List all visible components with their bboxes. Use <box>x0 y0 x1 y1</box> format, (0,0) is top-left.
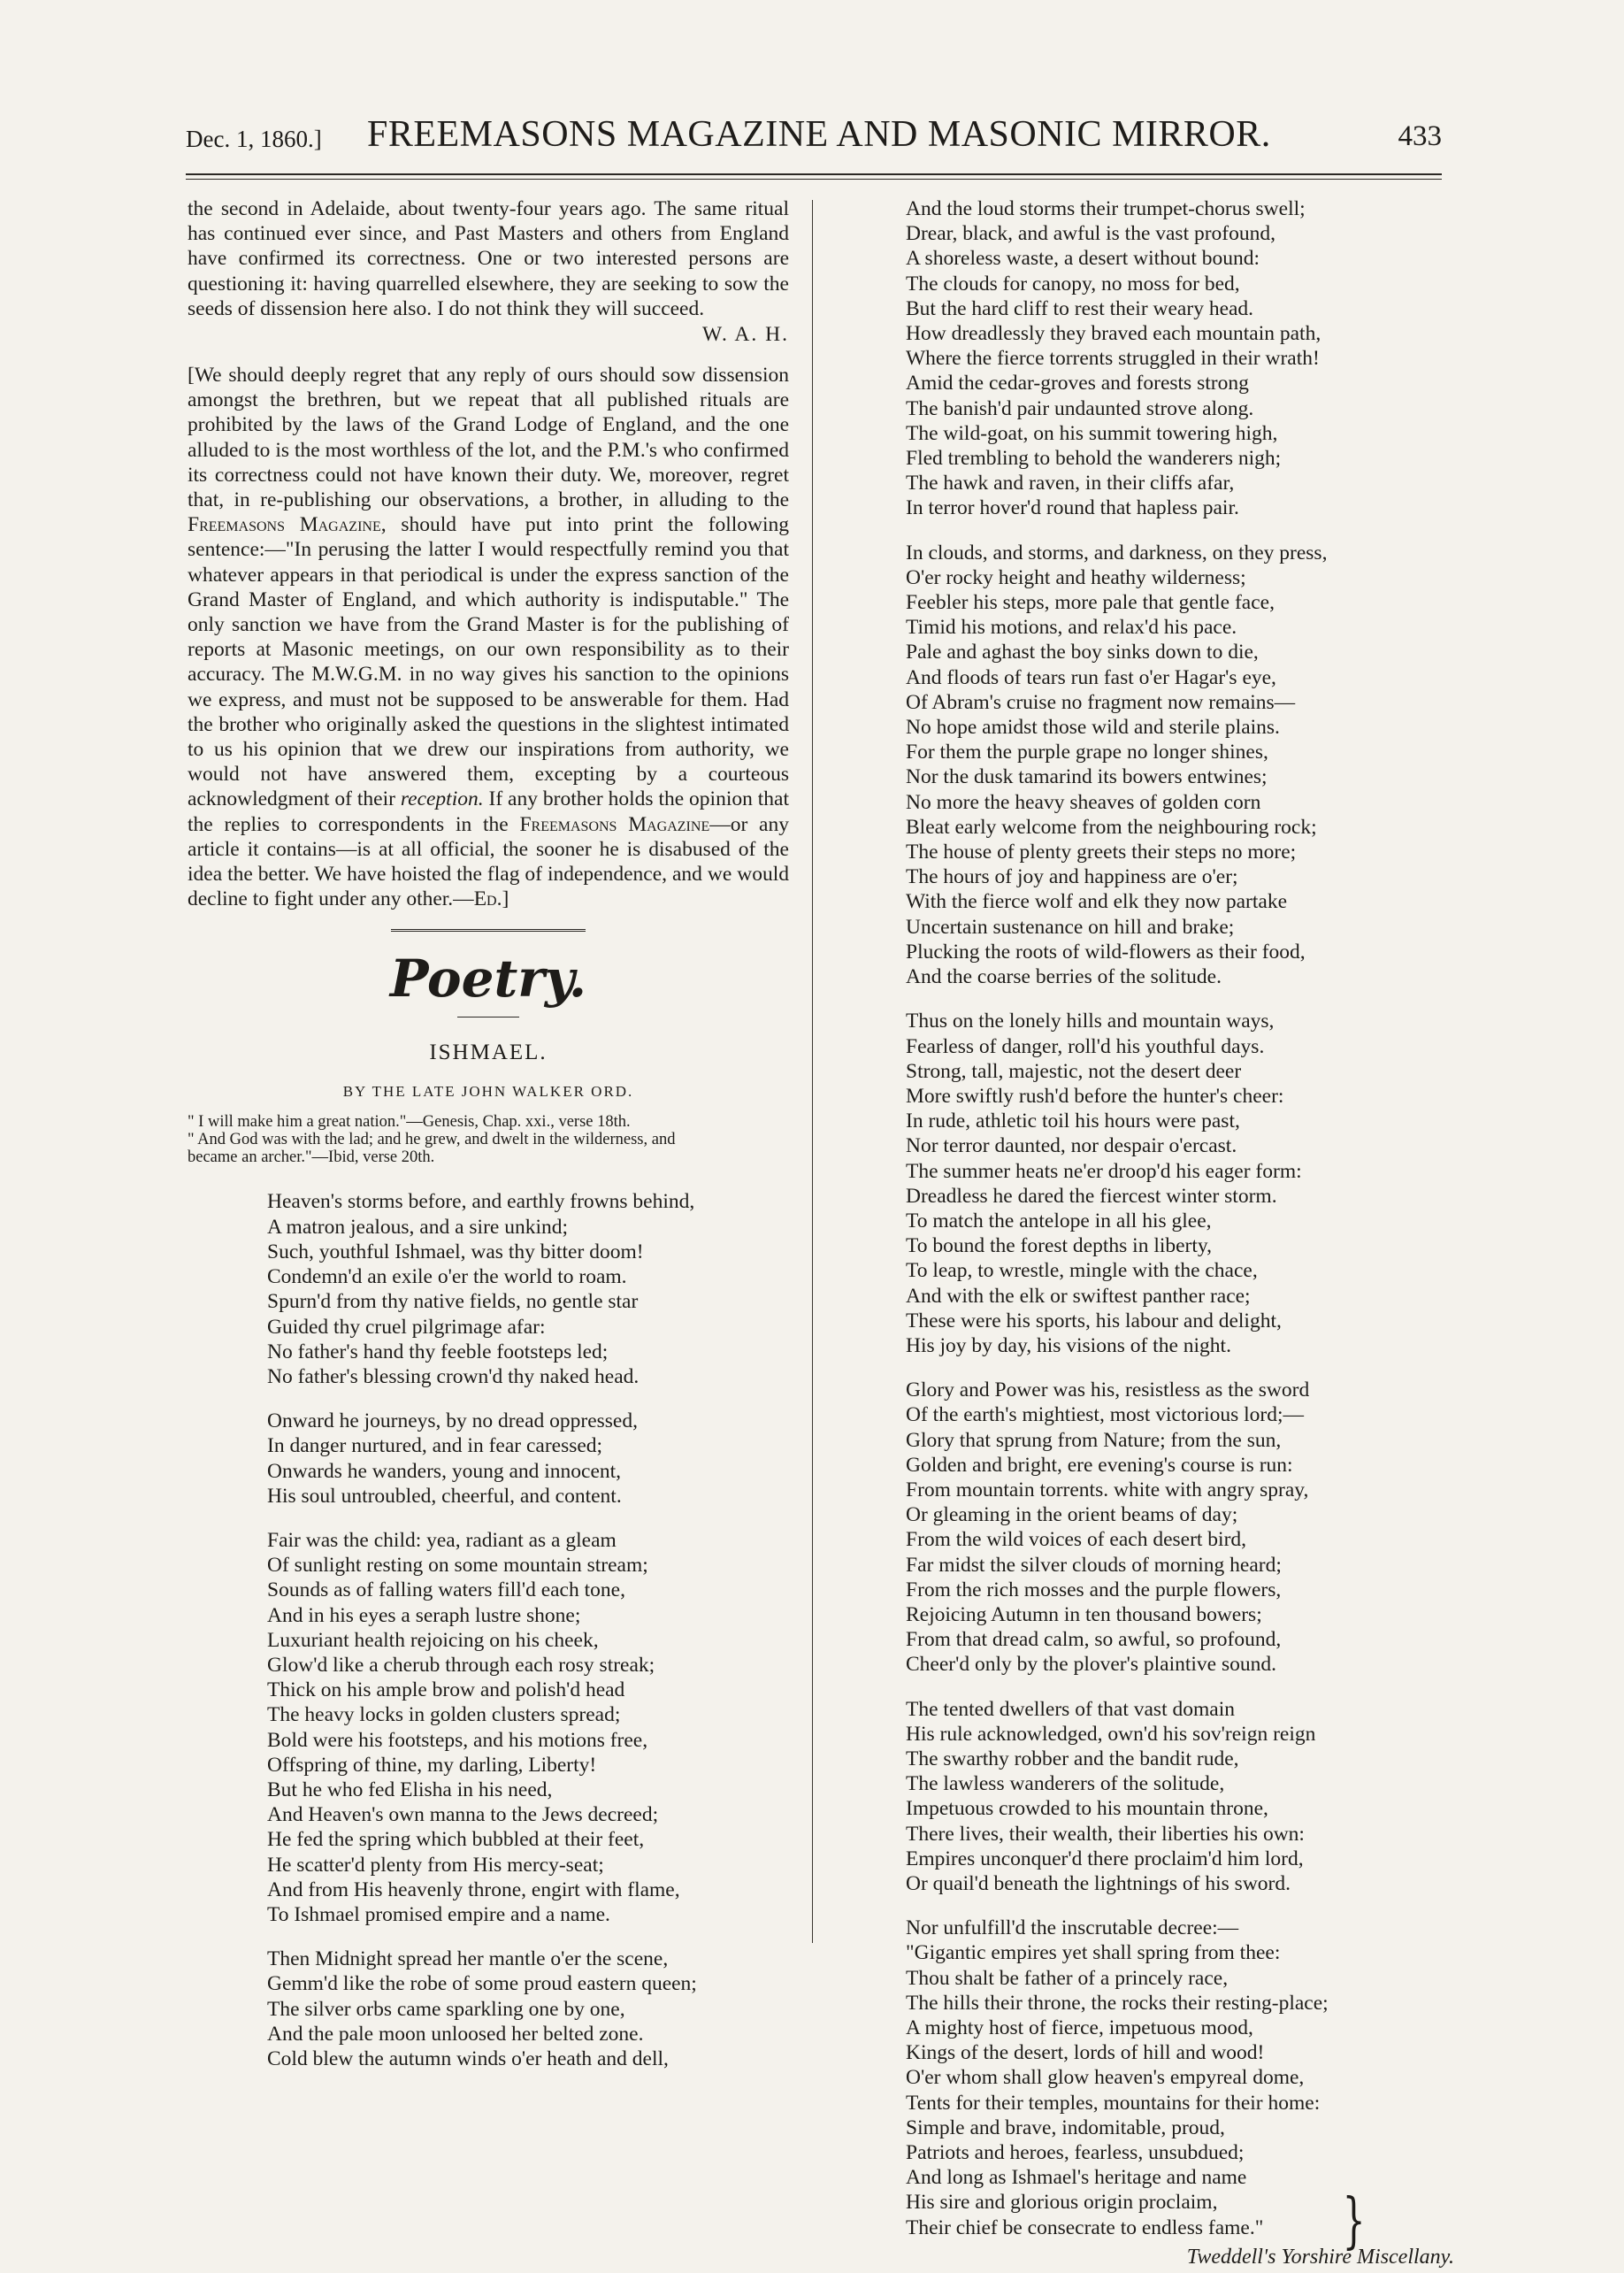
poem-line: He scatter'd plenty from His mercy-seat; <box>267 1853 604 1877</box>
magazine-name-ref-1: Freemasons Magazine <box>188 513 381 537</box>
poem-stanza <box>906 1009 1454 1358</box>
poem-stanza <box>906 1916 1454 2240</box>
poem-line: Uncertain sustenance on hill and brake; <box>906 915 1235 939</box>
epigraph-line: " And God was with the lad; and he grew, and dwelt in the wilderness, and <box>188 1131 676 1149</box>
poem-line: Thick on his ample brow and polish'd head <box>267 1678 625 1702</box>
poem-line: With the fierce wolf and elk they now partake <box>906 890 1288 914</box>
poem-line: In clouds, and storms, and darkness, on they press, <box>906 541 1328 564</box>
poem-line: No father's hand thy feeble footsteps led; <box>267 1340 609 1363</box>
poem-line: To leap, to wrestle, mingle with the chace, <box>906 1259 1258 1283</box>
editor-mark: Ed.] <box>473 887 509 911</box>
letter-signature: W. A. H. <box>701 323 789 347</box>
poem-line: The house of plenty greets their steps no more; <box>906 841 1297 864</box>
poem-line: No father's blessing crown'd thy naked head. <box>267 1364 640 1388</box>
column-divider <box>812 200 813 1943</box>
poem-line: In terror hover'd round that hapless pair. <box>906 496 1239 520</box>
poem-line: Or quail'd beneath the lightnings of his sword. <box>906 1872 1291 1895</box>
poem-line: Golden and bright, ere evening's course is run: <box>906 1453 1293 1477</box>
poem-line: More swiftly rush'd before the hunter's cheer: <box>906 1084 1284 1108</box>
poem-line: Dreadless he dared the fiercest winter storm. <box>906 1184 1277 1208</box>
poem-line: "Gigantic empires yet shall spring from thee: <box>906 1941 1281 1965</box>
poem-line: And from His heavenly throne, engirt with flame, <box>267 1878 680 1901</box>
poem-stanza <box>906 1378 1454 1677</box>
poem-line: The clouds for canopy, no moss for bed, <box>906 272 1240 296</box>
left-column <box>188 196 789 2071</box>
poem-line: Drear, black, and awful is the vast profound, <box>906 222 1276 246</box>
poem-line: For them the purple grape no longer shines, <box>906 741 1268 764</box>
poem-stanza <box>267 1409 789 1509</box>
editorial-text-4: —or any article it contains—is at all official, the sooner he is disabused of the idea the better. We have hoisted the flag of independence, and we would decline to fight under any other.— <box>188 812 789 911</box>
poem-line: Feebler his steps, more pale that gentle face, <box>906 591 1275 615</box>
poem-line: Condemn'd an exile o'er the world to roam. <box>267 1265 627 1289</box>
poem-stanza <box>906 1697 1454 1897</box>
poem-line: A mighty host of fierce, impetuous mood, <box>906 2016 1253 2040</box>
poem-line: From the rich mosses and the purple flowers, <box>906 1578 1282 1601</box>
section-divider <box>391 929 586 933</box>
poem-line: And the loud storms their trumpet-chorus swell; <box>906 197 1306 220</box>
poem-line: He fed the spring which bubbled at their feet, <box>267 1828 645 1852</box>
poem-line: Fearless of danger, roll'd his youthful days. <box>906 1034 1265 1058</box>
poem-line: Plucking the roots of wild-flowers as their food, <box>906 940 1306 964</box>
poem-line: The wild-goat, on his summit towering high, <box>906 421 1278 445</box>
header-rule <box>186 173 1442 175</box>
poem-line: No hope amidst those wild and sterile plains. <box>906 716 1280 740</box>
poem-line: Glow'd like a cherub through each rosy streak; <box>267 1653 655 1677</box>
poem-stanza <box>267 1947 789 2071</box>
poem-line: The swarthy robber and the bandit rude, <box>906 1747 1239 1770</box>
poem-line: A shoreless waste, a desert without bound: <box>906 247 1260 271</box>
poem-byline: BY THE LATE JOHN WALKER ORD. <box>342 1083 634 1101</box>
poem-line: Onward he journeys, by no dread oppressed, <box>267 1409 638 1433</box>
poem-line: Offspring of thine, my darling, Liberty! <box>267 1753 597 1777</box>
poem-line: And floods of tears run fast o'er Hagar's eye, <box>906 665 1276 689</box>
triplet-brace: } <box>1342 2185 1366 2256</box>
poem-line: O'er whom shall glow heaven's empyreal dome, <box>906 2066 1305 2090</box>
poem-line: To Ishmael promised empire and a name. <box>267 1902 610 1926</box>
poem-attribution: Tweddell's Yorshire Miscellany. <box>1186 2245 1454 2269</box>
poem-line: Of sunlight resting on some mountain stream; <box>267 1554 648 1578</box>
epigraph-line: " I will make him a great nation."—Genesis, Chap. xxi., verse 18th. <box>188 1113 631 1132</box>
poem-line: There lives, their wealth, their liberties his own: <box>906 1822 1305 1846</box>
poem-line: And in his eyes a seraph lustre shone; <box>267 1603 581 1627</box>
poem-line: Onwards he wanders, young and innocent, <box>267 1459 622 1483</box>
poem-line: Bleat early welcome from the neighbouring rock; <box>906 815 1317 839</box>
issue-date: Dec. 1, 1860.] <box>186 126 322 152</box>
poem-line: Fled trembling to behold the wanderers nigh; <box>906 447 1282 471</box>
poem-line: From that dread calm, so awful, so profound, <box>906 1628 1282 1652</box>
poem-line: Such, youthful Ishmael, was thy bitter doom! <box>267 1240 644 1263</box>
poem-line: Patriots and heroes, fearless, unsubdued; <box>906 2141 1245 2165</box>
publication-title: FREEMASONS MAGAZINE AND MASONIC MIRROR. <box>367 114 1271 155</box>
poem-line: Thou shalt be father of a princely race, <box>906 1966 1229 1990</box>
poem-line: Cold blew the autumn winds o'er heath and dell, <box>267 2046 669 2070</box>
running-head <box>186 113 1442 157</box>
poem-line: His joy by day, his visions of the night. <box>906 1333 1231 1357</box>
poem-line: His soul untroubled, cheerful, and content. <box>267 1484 622 1508</box>
poem-line: And with the elk or swiftest panther race; <box>906 1284 1251 1308</box>
poem-line: A matron jealous, and a sire unkind; <box>267 1215 569 1239</box>
poem-line: Guided thy cruel pilgrimage afar: <box>267 1315 546 1339</box>
poem-line: The tented dwellers of that vast domain <box>906 1697 1235 1721</box>
poem-line: Glory and Power was his, resistless as the sword <box>906 1378 1310 1402</box>
poem-line: Bold were his footsteps, and his motions free, <box>267 1728 648 1752</box>
poem-line: Empires unconquer'd there proclaim'd him lord, <box>906 1847 1304 1870</box>
poem-stanza <box>267 1189 789 1389</box>
poem-line: Nor the dusk tamarind its bowers entwines; <box>906 765 1268 789</box>
poem-line: Glory that sprung from Nature; from the sun, <box>906 1428 1282 1452</box>
poem-line: In rude, athletic toil his hours were past, <box>906 1110 1240 1133</box>
poem-line: Sounds as of falling waters fill'd each tone, <box>267 1578 625 1602</box>
poem-line: His sire and glorious origin proclaim, <box>906 2191 1218 2215</box>
header-rule-thin <box>186 179 1442 180</box>
poem-line: Luxuriant health rejoicing on his cheek, <box>267 1628 599 1652</box>
poem-line: Amid the cedar-groves and forests strong <box>906 372 1249 395</box>
poem-stanzas-left <box>188 1189 789 2071</box>
poem-line: Fair was the child: yea, radiant as a gleam <box>267 1528 617 1552</box>
poem-line: And long as Ishmael's heritage and name <box>906 2166 1247 2190</box>
poem-line: Spurn'd from thy native fields, no gentle star <box>267 1290 639 1314</box>
poem-stanza <box>906 196 1454 521</box>
poem-line: Their chief be consecrate to endless fame." <box>906 2215 1264 2239</box>
poem-line: No more the heavy sheaves of golden corn <box>906 790 1261 814</box>
poem-line: Heaven's storms before, and earthly frowns behind, <box>267 1190 695 1214</box>
poem-line: The heavy locks in golden clusters spread; <box>267 1703 621 1727</box>
poem-line: But he who fed Elisha in his need, <box>267 1778 553 1801</box>
poem-line: Simple and brave, indomitable, proud, <box>906 2116 1225 2139</box>
poem-line: Pale and aghast the boy sinks down to die, <box>906 641 1259 664</box>
poem-line: Kings of the desert, lords of hill and wood! <box>906 2041 1265 2065</box>
poem-line: To match the antelope in all his glee, <box>906 1209 1212 1232</box>
poem-line: Or gleaming in the orient beams of day; <box>906 1503 1238 1527</box>
poem-line: The hours of joy and happiness are o'er; <box>906 865 1238 889</box>
poem-line: And Heaven's own manna to the Jews decreed; <box>267 1803 659 1827</box>
right-column <box>906 196 1454 2269</box>
poem-line: Thus on the lonely hills and mountain ways, <box>906 1010 1275 1033</box>
poem-line: Where the fierce torrents struggled in their wrath! <box>906 347 1320 371</box>
poem-line: The hills their throne, the rocks their resting-place; <box>906 1991 1329 2015</box>
poem-line: Nor terror daunted, nor despair o'ercast. <box>906 1134 1237 1158</box>
poem-line: And the coarse berries of the solitude. <box>906 965 1222 989</box>
poem-line: Gemm'd like the robe of some proud eastern queen; <box>267 1972 697 1996</box>
poem-line: Then Midnight spread her mantle o'er the scene, <box>267 1947 669 1971</box>
poem-line: Of Abram's cruise no fragment now remains— <box>906 690 1296 714</box>
poem-line: The banish'd pair undaunted strove along. <box>906 396 1254 420</box>
poem-line: To bound the forest depths in liberty, <box>906 1234 1213 1258</box>
page-number: 433 <box>1398 120 1442 152</box>
section-title-poetry: Poetry. <box>389 948 587 1010</box>
poem-title: ISHMAEL. <box>429 1041 548 1065</box>
poem-line: In danger nurtured, and in fear caressed; <box>267 1434 603 1458</box>
poem-line: The silver orbs came sparkling one by one, <box>267 1997 625 2021</box>
poem-line: Timid his motions, and relax'd his pace. <box>906 616 1237 640</box>
poem-line: His rule acknowledged, own'd his sov'reign reign <box>906 1722 1316 1746</box>
letter-body <box>188 196 789 321</box>
poem-line: Impetuous crowded to his mountain throne, <box>906 1797 1268 1821</box>
poem-line: Far midst the silver clouds of morning heard; <box>906 1553 1282 1577</box>
poem-line: The lawless wanderers of the solitude, <box>906 1772 1225 1796</box>
poem-line: From mountain torrents. white with angry spray, <box>906 1478 1309 1501</box>
editorial-text-1: [We should deeply regret that any reply of ours should sow dissension amongst the brethren, but we repeat that all published rituals are prohibited by the laws of the Grand Lodge of England, and the one alluded to is the most worthless of the lot, and the P.M.'s who confirmed its correctness could not have known their duty. We, moreover, regret that, in re-publishing our observations, a brother, in alluding to the <box>188 364 789 512</box>
poem-line: Nor unfulfill'd the inscrutable decree:— <box>906 1916 1239 1940</box>
poem-stanza <box>906 541 1454 990</box>
poem-line: How dreadlessly they braved each mountain path, <box>906 322 1321 346</box>
magazine-name-ref-2: Freemasons Magazine <box>519 812 710 836</box>
poem-line: From the wild voices of each desert bird, <box>906 1528 1247 1552</box>
poem-line: Tents for their temples, mountains for their home: <box>906 2091 1321 2115</box>
poem-line: The summer heats ne'er droop'd his eager form: <box>906 1159 1302 1183</box>
editorial-text-3: If any brother holds the opinion that the replies to correspondents in the <box>188 787 789 836</box>
poem-line: But the hard cliff to rest their weary head. <box>906 296 1254 320</box>
poem-line: Cheer'd only by the plover's plaintive sound. <box>906 1653 1276 1677</box>
editorial-text-2: , should have put into print the following sentence:—"In perusing the latter I would respectfully remind you that whatever appears in that periodical is under the express sanction of the Grand Master of England, and which authority is indisputable." The only sanction we have from the Grand Master is for the publishing of reports at Masonic meetings, on our own responsibility as to their accuracy. The M.W.G.M. in no way gives his sanction to the opinions we express, and must not be supposed to be answerable for them. Had the brother who originally asked the questions in the slightest intimated to us his opinion that we drew our inspirations from authority, we would not have answered them, excepting by a courteous acknowledgment of their <box>188 513 789 811</box>
editorial-reception: reception. <box>400 787 484 811</box>
poem-line: And the pale moon unloosed her belted zone. <box>267 2022 644 2046</box>
poem-line: Of the earth's mightiest, most victorious lord;— <box>906 1403 1305 1427</box>
poem-epigraph <box>188 1113 789 1166</box>
poem-stanza <box>267 1528 789 1927</box>
poem-stanzas-right <box>906 196 1454 2240</box>
letter-paragraph: the second in Adelaide, about twenty-four years ago. The same ritual has continued ever since, and Past Masters and others from England have confirmed its correctness. One or two interested persons are questioning it: having quarrelled elsewhere, they are seeking to sow the seeds of dissension here also. I do not think they will succeed. <box>188 197 789 320</box>
epigraph-line: became an archer."—Ibid, verse 20th. <box>188 1148 435 1167</box>
poem-line: The hawk and raven, in their cliffs afar, <box>906 472 1235 495</box>
poem-line: These were his sports, his labour and delight, <box>906 1309 1282 1332</box>
poem-line: O'er rocky height and heathy wilderness; <box>906 565 1246 589</box>
editorial-note <box>188 363 789 911</box>
poem-line: Strong, tall, majestic, not the desert deer <box>906 1059 1242 1083</box>
poem-line: Rejoicing Autumn in ten thousand bowers; <box>906 1602 1262 1626</box>
